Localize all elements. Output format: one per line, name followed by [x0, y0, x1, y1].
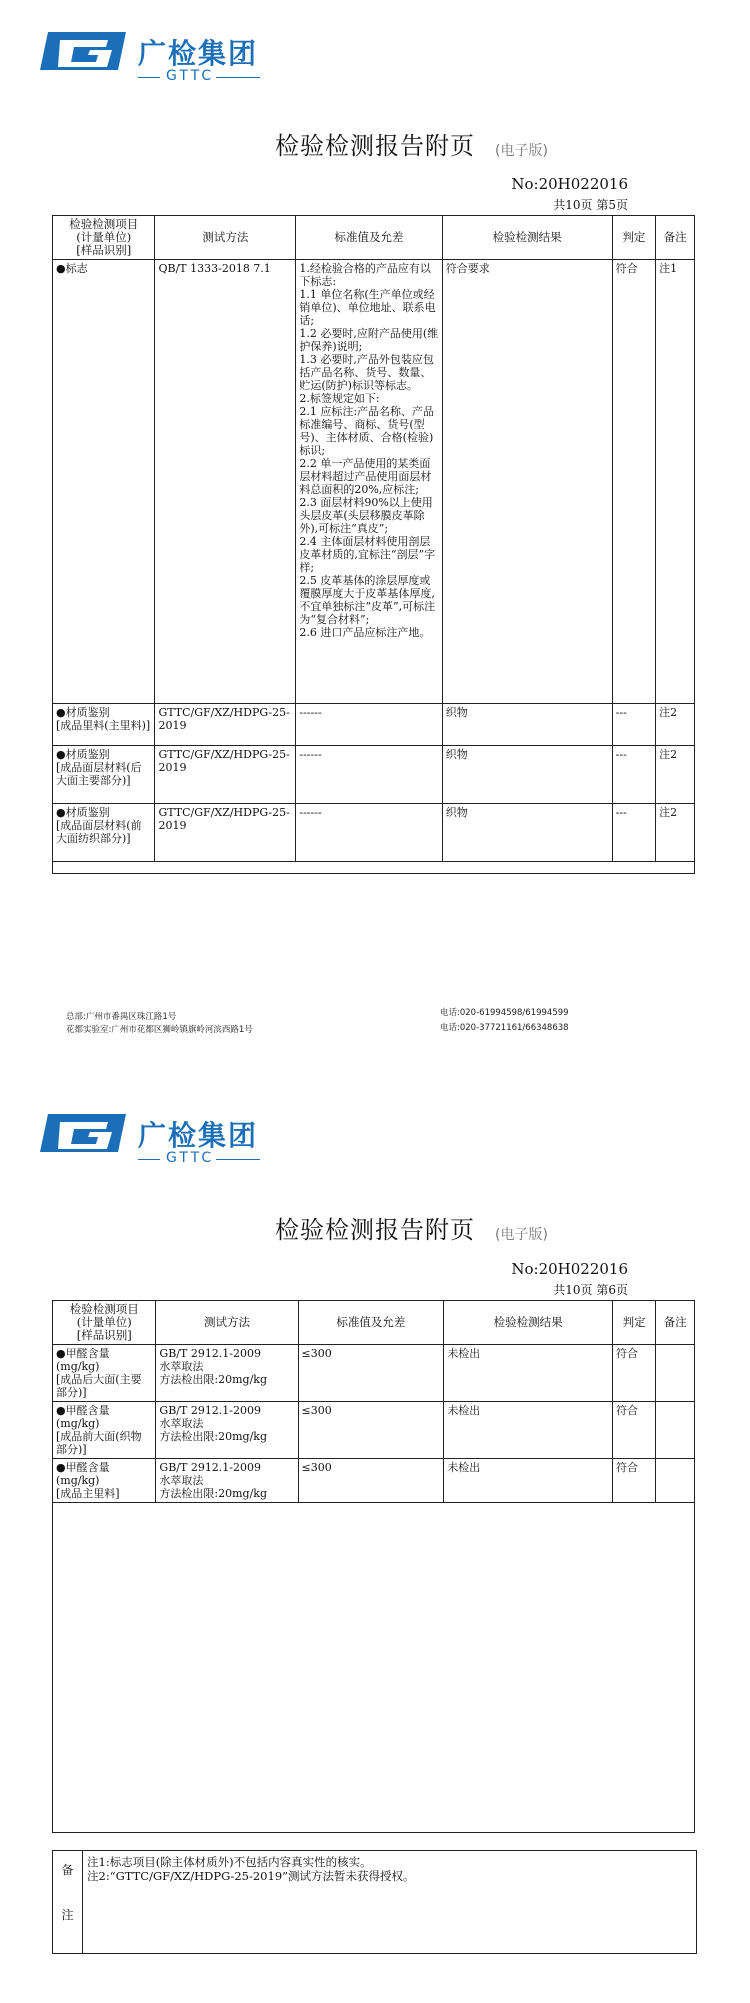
blank-cell	[53, 1503, 695, 1833]
cell-method: QB/T 1333-2018 7.1	[155, 260, 296, 704]
cell-method: GTTC/GF/XZ/HDPG-25-2019	[155, 804, 296, 862]
gttc-logo-mark-icon	[38, 1112, 128, 1154]
header-result: 检验检测结果	[442, 216, 612, 260]
table-row	[53, 704, 695, 746]
table-row	[53, 746, 695, 804]
cell-remark	[656, 1402, 695, 1459]
report-number: No:20H022016	[511, 175, 628, 193]
cell-standard: ≤300	[298, 1459, 444, 1503]
cell-verdict: 符合	[613, 1345, 656, 1402]
table-header-row	[53, 1301, 695, 1345]
table-row	[53, 260, 695, 704]
cell-item: ●材质鉴别 [成品面层材料(前大面纺织部分)]	[53, 804, 155, 862]
cell-standard: ≤300	[298, 1345, 444, 1402]
cell-standard: 1.经检验合格的产品应有以下标志: 1.1 单位名称(生产单位或经销单位)、单位地址、联系电话; 1.2 必要时,应附产品使用(维护保养)说明; 1.3 必要时,产品外包装应包括产品名称、货号、数量、贮运(防护)标识等标志。 2.标签规定如下: 2.1 应标注:产品名称、产品标准编号、商标、货号(型号)、主体材质、合格(检验)标识; 2.2 单一产品使用的某类面层材料超过产品使用面层材料总面积的20%,应标注; 2.3 面层材料90%以上使用头层皮革(头层移膜皮革除外),可标注“真皮”; 2.4 主体面层材料使用剖层皮革材质的,宜标注“剖层”字样; 2.5 皮革基体的涂层厚度或覆膜厚度大于皮革基体厚度,不宜单独标注“皮革”,可标注为“复合材料”; 2.6 进口产品应标注产地。	[296, 260, 442, 704]
cell-method: GTTC/GF/XZ/HDPG-25-2019	[155, 704, 296, 746]
cell-method: GB/T 2912.1-2009 水萃取法 方法检出限:20mg/kg	[156, 1459, 298, 1503]
cell-remark	[656, 1345, 695, 1402]
cell-remark: 注2	[656, 704, 695, 746]
cell-remark: 注2	[656, 804, 695, 862]
footer-lab-phone: 电话:020-37721161/66348638	[440, 1023, 569, 1033]
table-blank-row	[53, 862, 695, 874]
cell-verdict: ---	[612, 746, 656, 804]
page-indicator: 共10页 第6页	[553, 1283, 628, 1297]
cell-verdict: ---	[612, 804, 656, 862]
cell-remark: 注1	[656, 260, 695, 704]
gttc-logo-mark-icon	[38, 30, 128, 72]
header-verdict: 判定	[613, 1301, 656, 1345]
cell-item: ●甲醛含量 (mg/kg) [成品前大面(织物部分)]	[53, 1402, 156, 1459]
header-standard: 标准值及允差	[296, 216, 442, 260]
table-row	[53, 1459, 695, 1503]
cell-standard: ------	[296, 704, 442, 746]
cell-standard: ------	[296, 804, 442, 862]
cell-method: GB/T 2912.1-2009 水萃取法 方法检出限:20mg/kg	[156, 1402, 298, 1459]
header-method: 测试方法	[156, 1301, 298, 1345]
logo-chinese-name: 广检集团	[138, 1119, 259, 1152]
cell-item: ●甲醛含量 (mg/kg) [成品后大面(主要部分)]	[53, 1345, 156, 1402]
header-item: 检验检测项目 (计量单位) [样品识别]	[53, 1301, 156, 1345]
table-row	[53, 804, 695, 862]
footer-hq-phone: 电话:020-61994598/61994599	[440, 1008, 569, 1018]
logo-chinese-name: 广检集团	[138, 37, 259, 70]
cell-item: ●材质鉴别 [成品面层材料(后大面主要部分)]	[53, 746, 155, 804]
cell-verdict: 符合	[613, 1402, 656, 1459]
cell-method: GTTC/GF/XZ/HDPG-25-2019	[155, 746, 296, 804]
logo-line-right	[216, 1159, 260, 1160]
table-row	[53, 1402, 695, 1459]
logo-line-left	[138, 1159, 160, 1160]
report-title: 检验检测报告附页	[275, 132, 475, 160]
report-page-6	[0, 1088, 750, 2003]
report-number: No:20H022016	[511, 1260, 628, 1278]
gttc-logo	[38, 20, 278, 84]
table-row	[53, 1345, 695, 1402]
header-remark: 备注	[656, 216, 695, 260]
report-title: 检验检测报告附页	[275, 1216, 475, 1244]
cell-standard: ------	[296, 746, 442, 804]
cell-item: ●材质鉴别 [成品里料(主里料)]	[53, 704, 155, 746]
logo-english-name: GTTC	[166, 68, 215, 84]
electronic-version-tag: (电子版)	[495, 143, 548, 159]
logo-line-right	[216, 77, 260, 78]
notes-text: 注1:标志项目(除主体材质外)不包括内容真实性的核实。 注2:“GTTC/GF/XZ/HDPG-25-2019”测试方法暂未获得授权。	[87, 1855, 415, 1883]
notes-label: 备 注	[53, 1851, 83, 1953]
cell-remark	[656, 1459, 695, 1503]
table-blank-area	[53, 1503, 695, 1833]
table-header-row	[53, 216, 695, 260]
cell-result: 未检出	[444, 1459, 613, 1503]
header-item: 检验检测项目 (计量单位) [样品识别]	[53, 216, 155, 260]
footer-lab-address: 花都实验室:广州市花都区狮岭镇旗岭河滨西路1号	[66, 1025, 253, 1035]
header-verdict: 判定	[612, 216, 656, 260]
page-indicator: 共10页 第5页	[553, 198, 628, 212]
cell-verdict: 符合	[613, 1459, 656, 1503]
electronic-version-tag: (电子版)	[495, 1227, 548, 1243]
header-method: 测试方法	[155, 216, 296, 260]
header-standard: 标准值及允差	[298, 1301, 444, 1345]
footer-hq-address: 总部:广州市番禺区珠江路1号	[66, 1012, 177, 1022]
cell-standard: ≤300	[298, 1402, 444, 1459]
header-result: 检验检测结果	[444, 1301, 613, 1345]
cell-result: 织物	[442, 804, 612, 862]
gttc-logo	[38, 1102, 278, 1166]
cell-method: GB/T 2912.1-2009 水萃取法 方法检出限:20mg/kg	[156, 1345, 298, 1402]
cell-result: 未检出	[444, 1402, 613, 1459]
cell-verdict: 符合	[612, 260, 656, 704]
cell-result: 织物	[442, 704, 612, 746]
results-table	[52, 1300, 695, 1833]
cell-remark: 注2	[656, 746, 695, 804]
cell-verdict: ---	[612, 704, 656, 746]
results-table	[52, 215, 695, 874]
cell-item: ●标志	[53, 260, 155, 704]
cell-item: ●甲醛含量 (mg/kg) [成品主里料]	[53, 1459, 156, 1503]
cell-result: 未检出	[444, 1345, 613, 1402]
blank-cell	[53, 862, 695, 874]
logo-english-name: GTTC	[166, 1150, 215, 1166]
notes-box	[52, 1850, 697, 1954]
header-remark: 备注	[656, 1301, 695, 1345]
cell-result: 符合要求	[442, 260, 612, 704]
logo-line-left	[138, 77, 160, 78]
cell-result: 织物	[442, 746, 612, 804]
